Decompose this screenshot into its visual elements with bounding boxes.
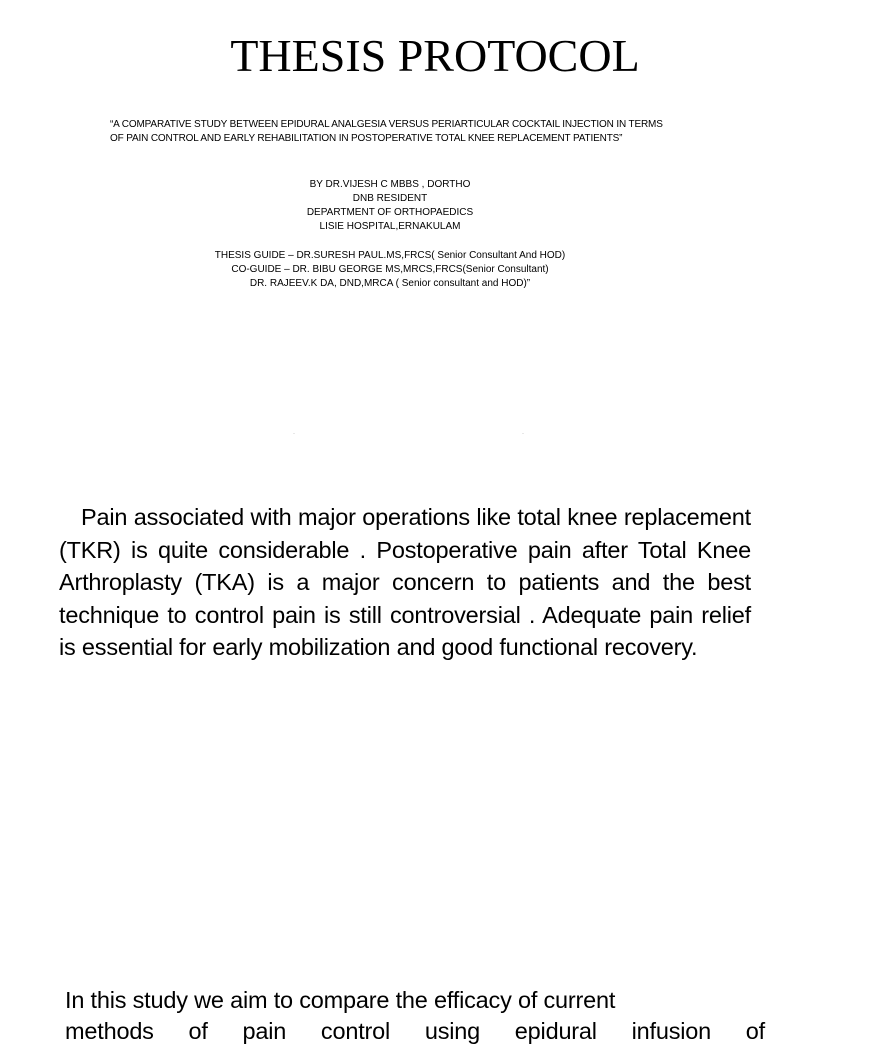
guide-block (130, 249, 650, 291)
guide-line: DR. RAJEEV.K DA, DND,MRCA ( Senior consultant and HOD)” (249, 278, 531, 289)
author-line: LISIE HOSPITAL,ERNAKULAM (319, 221, 461, 232)
author-line: DEPARTMENT OF ORTHOPAEDICS (306, 207, 474, 218)
faint-mark (522, 433, 524, 434)
aim-paragraph (65, 984, 765, 1049)
study-title-line: OF PAIN CONTROL AND EARLY REHABILITATION IN POSTOPERATIVE TOTAL KNEE REPLACEMENT PATIENTS” (110, 133, 623, 144)
author-block (190, 178, 590, 234)
faint-mark (293, 433, 295, 434)
author-line: BY DR.VIJESH C MBBS , DORTHO (309, 179, 471, 190)
author-line: DNB RESIDENT (352, 193, 428, 204)
study-title (110, 118, 710, 146)
aim-paragraph-line: methods of pain control using epidural infusion of (65, 1017, 765, 1044)
guide-line: CO-GUIDE – DR. BIBU GEORGE MS,MRCS,FRCS(Senior Consultant) (231, 264, 549, 275)
guide-line: THESIS GUIDE – DR.SURESH PAUL.MS,FRCS( Senior Consultant And HOD) (214, 250, 566, 261)
study-title-line: “A COMPARATIVE STUDY BETWEEN EPIDURAL ANALGESIA VERSUS PERIARTICULAR COCKTAIL INJECTION IN TERMS (110, 119, 663, 130)
intro-paragraph: Pain associated with major operations like total knee replacement (TKR) is quite considerable . Postoperative pain after Total Knee Arthroplasty (TKA) is a major concern to patients and the best technique to control pain is still controversial . Adequate pain relief is essential for early mobilization and good functional recovery. (59, 504, 751, 660)
aim-paragraph-line: In this study we aim to compare the efficacy of current (65, 987, 616, 1013)
page-title: THESIS PROTOCOL (230, 30, 640, 81)
